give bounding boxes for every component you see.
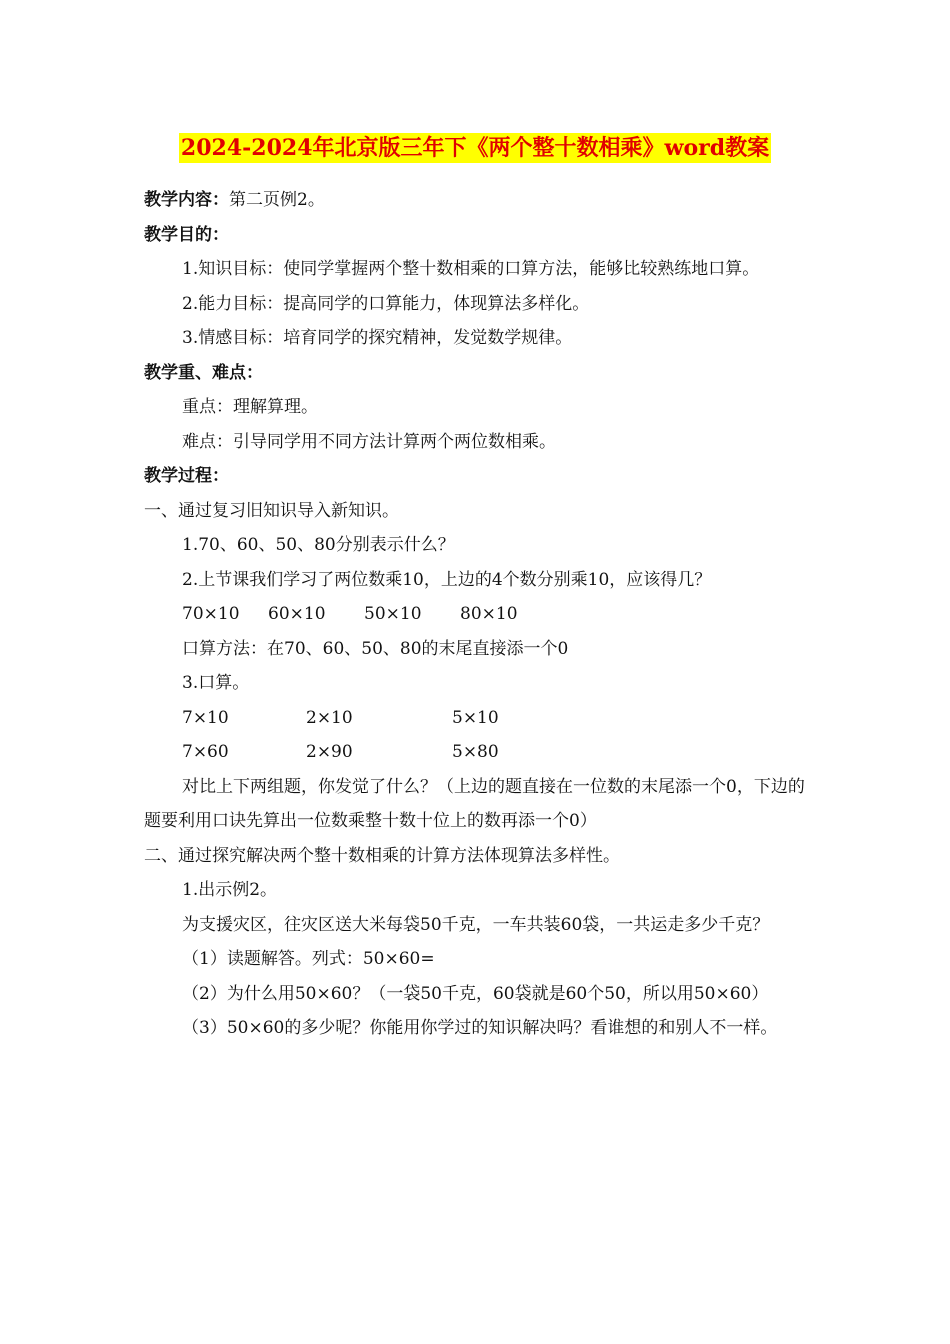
exercise-cell: 2×10 bbox=[306, 707, 353, 728]
exercise-cell: 5×10 bbox=[452, 707, 499, 728]
step-line: （3）50×60的多少呢？你能用你学过的知识解决吗？看谁想的和别人不一样。 bbox=[182, 1018, 778, 1038]
problem-paragraph: 为支援灾区，往灾区送大米每袋50千克，一车共装60袋，一共运走多少千克？ bbox=[182, 914, 770, 935]
content-text: 第二页例2。 bbox=[229, 190, 325, 210]
exercise-cell: 70×10 bbox=[182, 604, 240, 624]
keypoint-item: 难点：引导同学用不同方法计算两个两位数相乘。 bbox=[182, 431, 556, 452]
objectives-label: 教学目的： bbox=[144, 224, 229, 245]
document-title: 2024-2024年北京版三年下《两个整十数相乘》word教案 bbox=[180, 135, 770, 161]
process-label: 教学过程： bbox=[144, 466, 229, 486]
exercise-row bbox=[144, 597, 808, 632]
example-line: 1.出示例2。 bbox=[182, 880, 278, 900]
exercise-cell: 60×10 bbox=[268, 604, 326, 624]
exercise-row bbox=[144, 701, 808, 736]
exercise-cell: 50×10 bbox=[364, 604, 422, 624]
step-line: （1）读题解答。列式：50×60= bbox=[182, 949, 435, 969]
exercise-cell: 7×10 bbox=[182, 707, 229, 728]
section-heading: 一、通过复习旧知识导入新知识。 bbox=[144, 500, 399, 521]
exercise-cell: 7×60 bbox=[182, 742, 229, 762]
keypoints-label: 教学重、难点： bbox=[144, 362, 263, 383]
exercise-cell: 80×10 bbox=[460, 604, 518, 624]
keypoint-item: 重点：理解算理。 bbox=[182, 397, 318, 417]
exercise-cell: 5×80 bbox=[452, 742, 499, 762]
objective-item: 3.情感目标：培育同学的探究精神，发觉数学规律。 bbox=[182, 328, 573, 348]
question-line: 1.70、60、50、80分别表示什么？ bbox=[182, 535, 455, 555]
objective-item: 1.知识目标：使同学掌握两个整十数相乘的口算方法，能够比较熟练地口算。 bbox=[182, 259, 760, 279]
objective-item: 2.能力目标：提高同学的口算能力，体现算法多样化。 bbox=[182, 293, 590, 314]
question-line: 3.口算。 bbox=[182, 673, 250, 693]
method-line: 口算方法：在70、60、50、80的末尾直接添一个0 bbox=[182, 638, 569, 659]
step-line: （2）为什么用50×60？（一袋50千克，60袋就是60个50，所以用50×60） bbox=[182, 983, 769, 1004]
question-line: 2.上节课我们学习了两位数乘10，上边的4个数分别乘10，应该得几？ bbox=[182, 569, 712, 590]
content-line bbox=[144, 183, 808, 218]
compare-paragraph: 对比上下两组题，你发觉了什么？（上边的题直接在一位数的末尾添一个0，下边的题要利用口诀先算出一位数乘整十数十位上的数再添一个0） bbox=[144, 776, 805, 831]
document-body bbox=[144, 183, 808, 1046]
section-heading: 二、通过探究解决两个整十数相乘的计算方法体现算法多样性。 bbox=[144, 845, 620, 866]
exercise-row bbox=[144, 735, 808, 770]
content-label: 教学内容： bbox=[144, 190, 229, 210]
exercise-cell: 2×90 bbox=[306, 742, 353, 762]
title-wrap bbox=[0, 133, 950, 163]
